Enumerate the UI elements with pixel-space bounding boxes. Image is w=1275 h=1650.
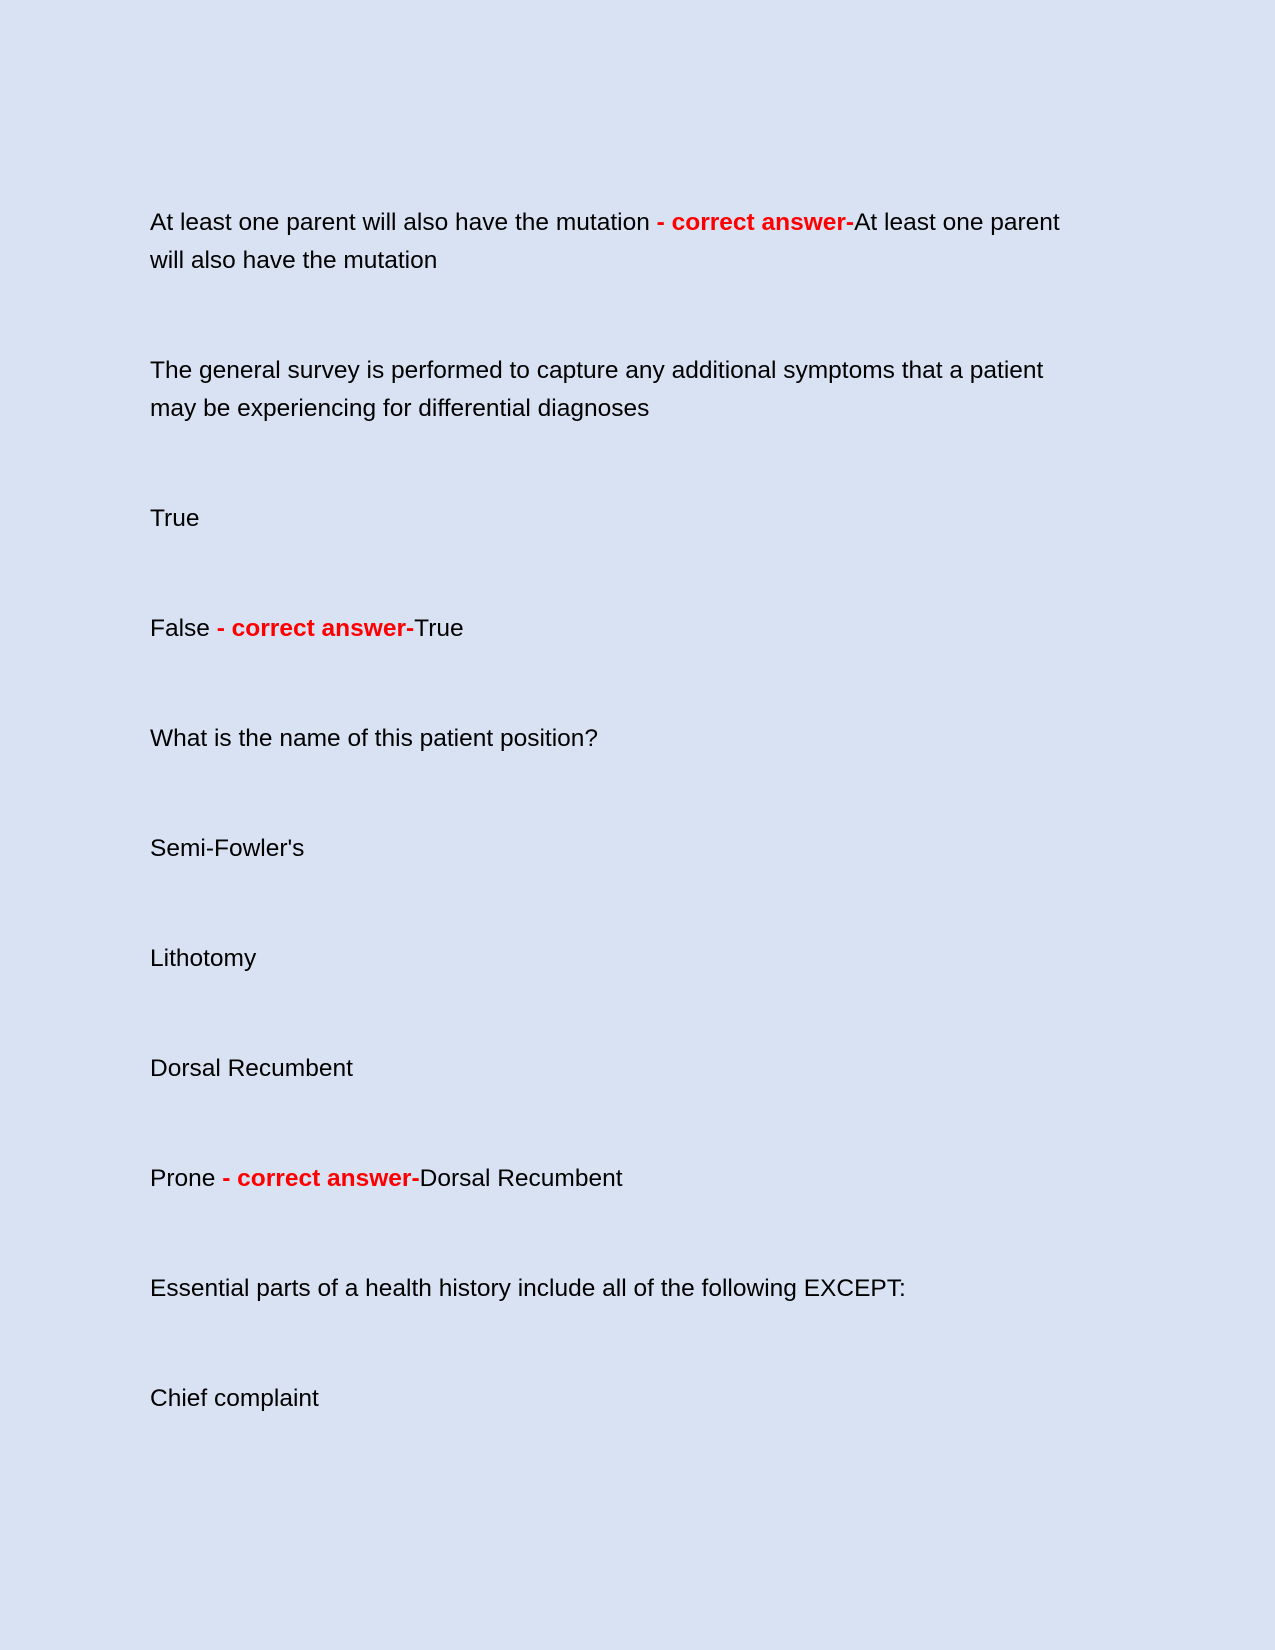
answer-paragraph-mutation: [150, 204, 1090, 280]
question-health-history: [150, 1270, 1090, 1308]
option-text: True: [150, 505, 200, 532]
answer-text: True: [414, 615, 464, 642]
option-text: Dorsal Recumbent: [150, 1055, 353, 1082]
option-true: [150, 500, 1090, 538]
answer-text: Dorsal Recumbent: [419, 1165, 623, 1192]
option-lithotomy: [150, 940, 1090, 978]
option-text: Semi-Fowler's: [150, 835, 305, 862]
correct-answer-marker: - correct answer-: [216, 615, 415, 642]
option-text: Prone: [150, 1165, 223, 1192]
answer-paragraph-false: [150, 610, 1090, 648]
correct-answer-marker: - correct answer-: [656, 209, 855, 236]
question-text: The general survey is performed to capture any additional symptoms that a patient may be experiencing for differential diagnoses: [150, 357, 1044, 422]
document-page: [150, 204, 1090, 1490]
answer-text: At least one parent will also have the mutation: [150, 209, 1060, 274]
question-general-survey: [150, 352, 1090, 428]
option-dorsal-recumbent: [150, 1050, 1090, 1088]
question-patient-position: [150, 720, 1090, 758]
correct-answer-marker: - correct answer-: [222, 1165, 420, 1192]
option-text: Chief complaint: [150, 1385, 319, 1412]
option-chief-complaint: [150, 1380, 1090, 1418]
option-semi-fowlers: [150, 830, 1090, 868]
option-text: Lithotomy: [150, 945, 257, 972]
answer-paragraph-prone: [150, 1160, 1090, 1198]
question-text: Essential parts of a health history include all of the following EXCEPT:: [150, 1275, 906, 1302]
option-text: False: [150, 615, 217, 642]
question-text: At least one parent will also have the mutation: [150, 209, 657, 236]
question-text: What is the name of this patient position?: [150, 725, 599, 752]
